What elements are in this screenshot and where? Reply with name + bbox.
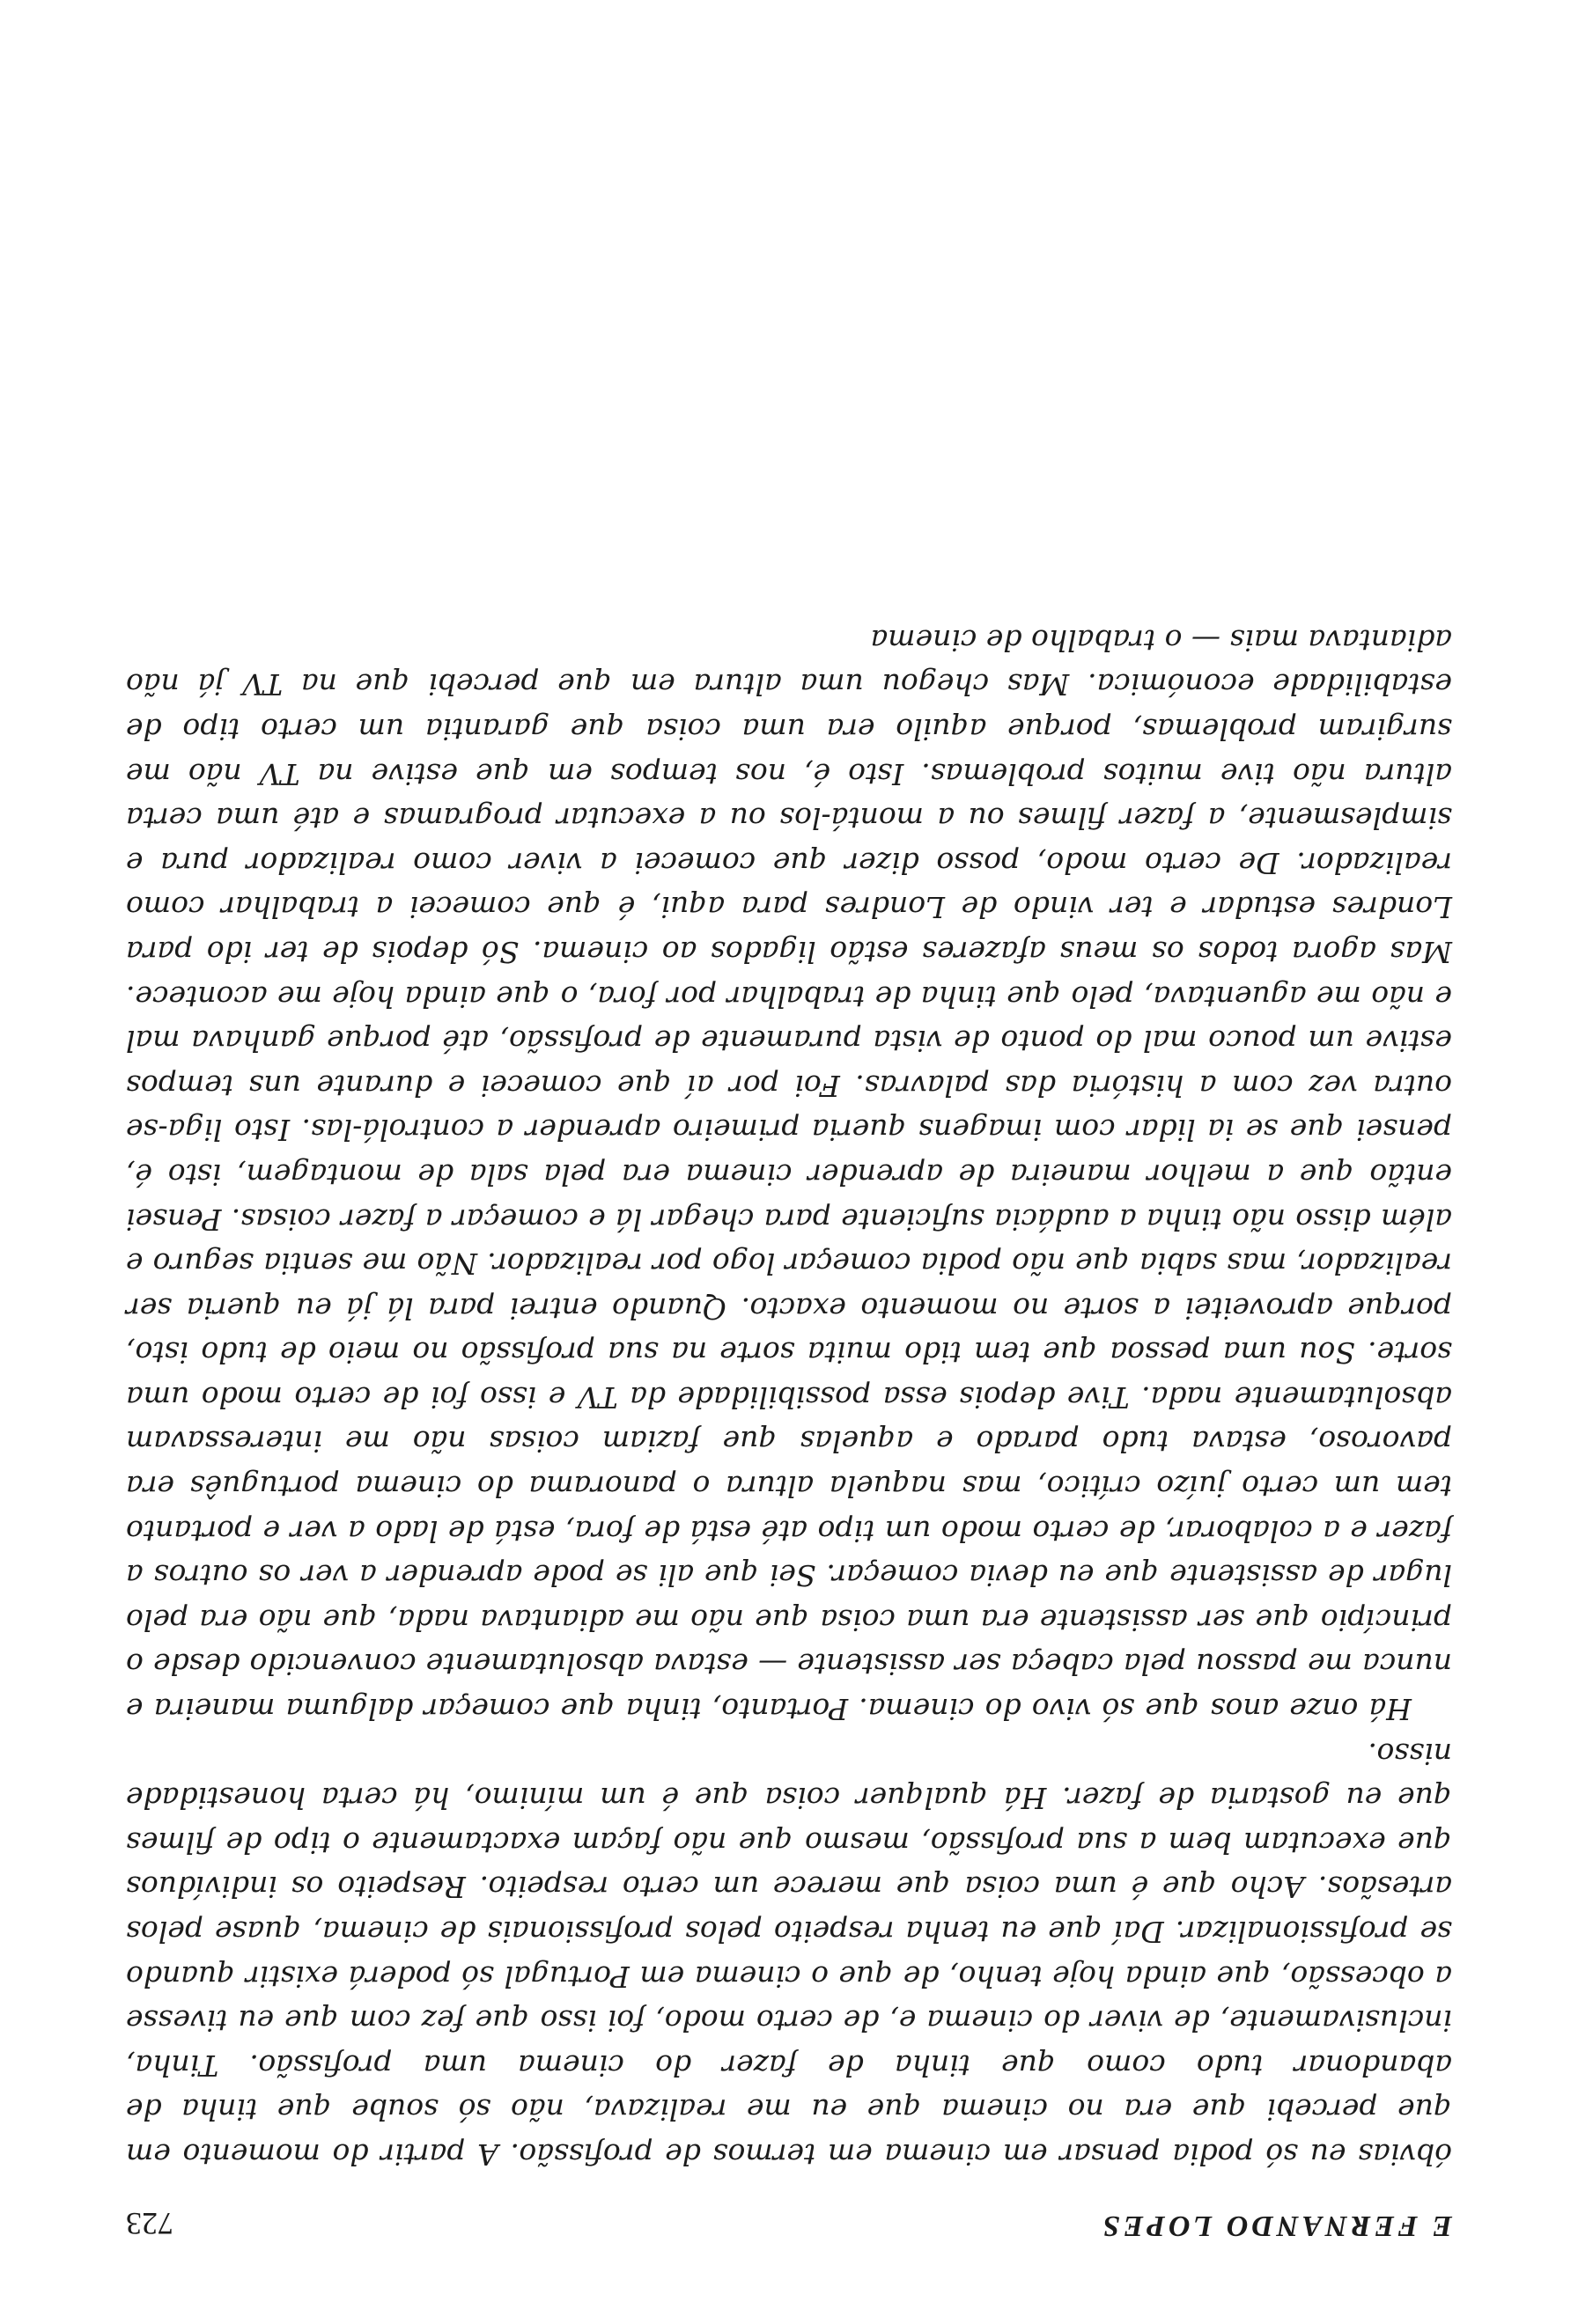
running-head: E FERNANDO LOPES [1099, 2210, 1452, 2242]
paragraph: óbvias eu só podia pensar em cinema em termos de profissão. A partir do momento em que percebi que era no cinema que eu me realizava, não só soube que tinha de abandonar tudo como que tinha de fazer do cinema uma profissão. Tinha, inclusivamente, de viver do cinema e, de certo modo, foi isso que fez com que eu tivesse a obcessão, que ainda hoje tenho, de que o cinema em Portugal só poderá existir quando se profissionalizar. Daí que eu tenha respeito pelos profissionais de cinema, quase pelos artesãos. Acho que é uma coisa que merece um certo respeito. Respeito os indivíduos que executam bem a sua profissão, mesmo que não façam exactamente o tipo de filmes que eu gostaria de fazer. Há qualquer coisa que é um mínimo, há certa honestidade nisso. [126, 1736, 1452, 2172]
paragraph: Há onze anos que só vivo do cinema. Portanto, tinha que começar dalguma maneira e nunca me passou pela cabeça ser assistente — estava absolutamente convencido desde o princípio que ser assistente era uma coisa que não me adiantava nada, que não era pelo lugar de assistente que eu devia começar. Sei que ali se pode aprender a ver os outros a fazer e a colaborar, de certo modo um tipo até está de fora, está de lado a ver e portanto tem um certo juízo crítico, mas naquela altura o panorama do cinema português era pavoroso, estava tudo parado e aquelas que faziam coisas não me interessavam absolutamente nada. Tive depois essa possibilidade da TV e isso foi de certo modo uma sorte. Sou uma pessoa que tem tido muita sorte na sua profissão no meio de tudo isto, porque aproveitei a sorte no momento exacto. Quando entrei para lá já eu queria ser realizador, mas sabia que não podia começar logo por realizador. Não me sentia seguro e além disso não tinha a audácia suficiente para chegar lá e começar a fazer coisas. Pensei então que a melhor maneira de aprender cinema era pela sala de montagem, isto é, pensei que se ia lidar com imagens queria primeiro aprender a controlá-las. Isto liga-se outra vez com a história das palavras. Foi por aí que comecei e durante uns tempos estive um pouco mal do ponto de vista puramente de profissão, até porque ganhava mal e não me aguentava, pelo que tinha de trabalhar por fora, o que ainda hoje me acontece. Mas agora todos os meus afazeres estão ligados ao cinema. Só depois de ter ido para Londres estudar e ter vindo de Londres para aqui, é que comecei a trabalhar como realizador. De certo modo, posso dizer que comecei a viver como realizador pura e simplesmente, a fazer filmes ou a montá-los ou a executar programas e até uma certa altura não tive muitos problemas. Isto é, nos tempos em que estive na TV não me surgiram problemas, porque aquilo era uma coisa que garantia um certo tipo de estabilidade económica. Mas chegou uma altura em que percebi que na TV já não adiantava mais — o trabalho de cinema [126, 622, 1452, 1727]
body-text [126, 617, 1452, 2176]
page-header [126, 2207, 1452, 2242]
page-number: 723 [126, 2206, 173, 2241]
